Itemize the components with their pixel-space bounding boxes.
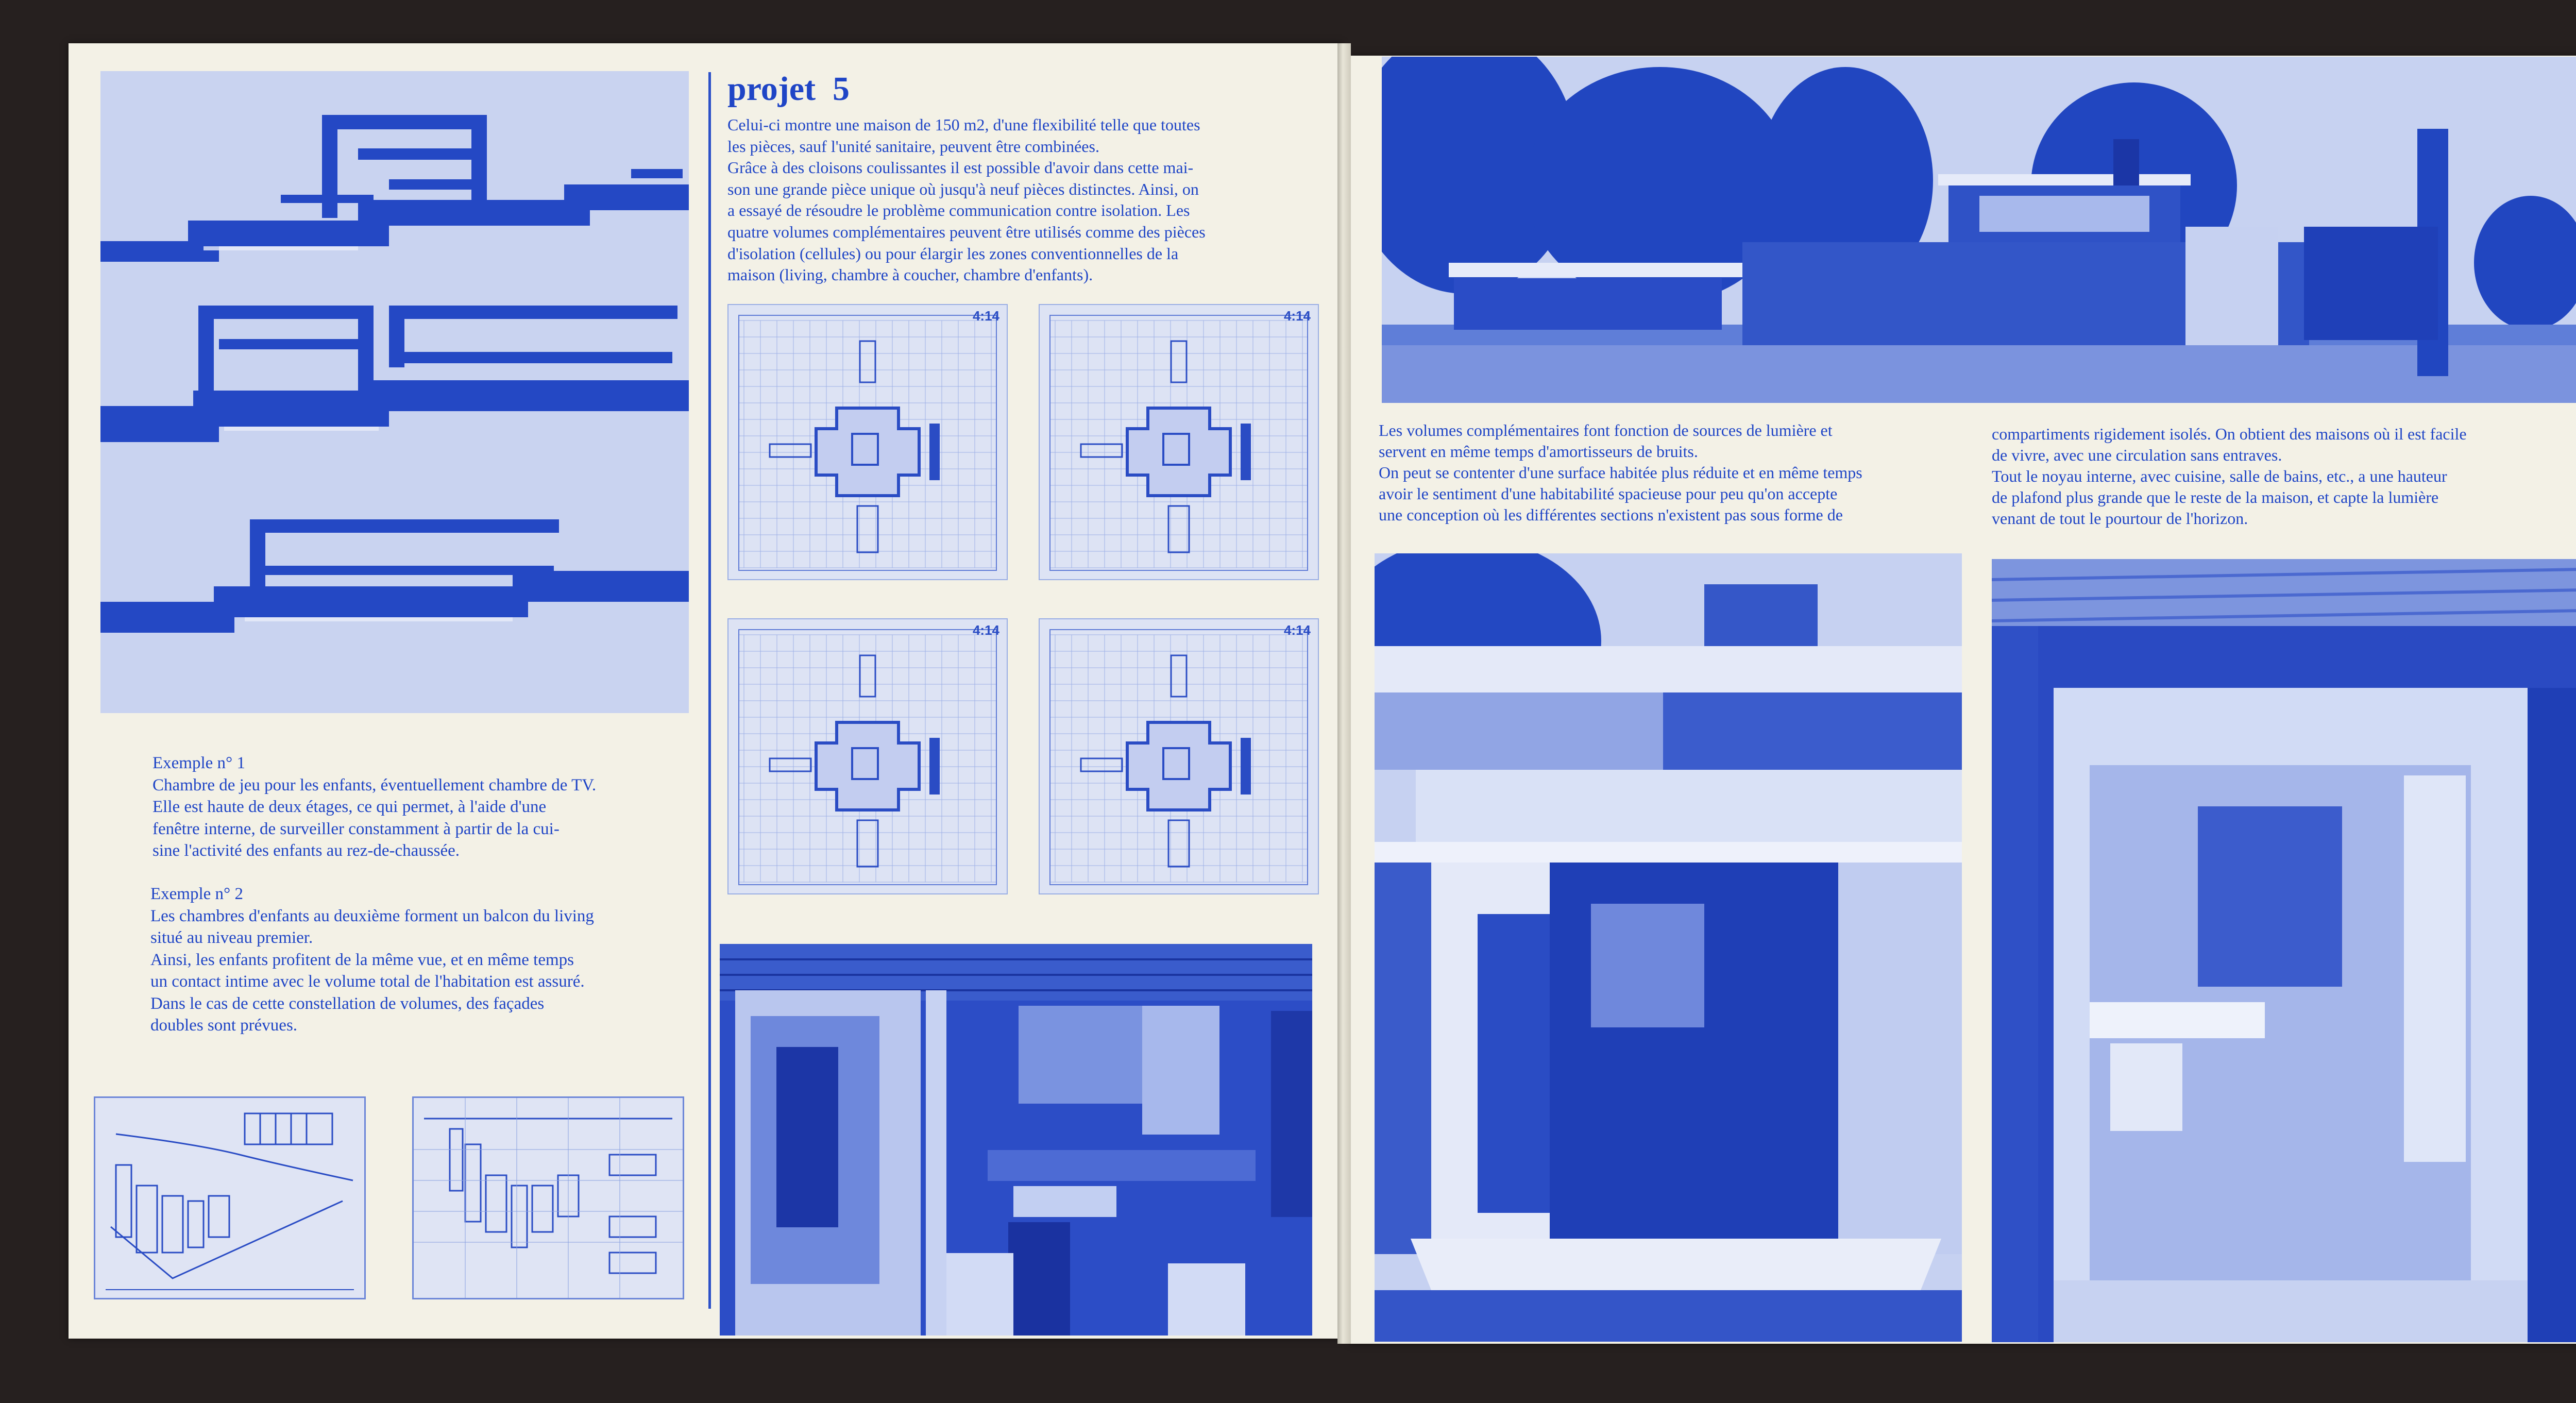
- right-col-2-line: venant de tout le pourtour de l'horizon.: [1992, 509, 2248, 528]
- intro-line: les pièces, sauf l'unité sanitaire, peuvent être combinées.: [727, 137, 1099, 156]
- intro-line: d'isolation (cellules) ou pour élargir les zones conventionnelles de la: [727, 244, 1179, 263]
- exemple-1-heading: Exemple n° 1: [152, 754, 245, 772]
- floor-plan-drawing: [728, 619, 1007, 893]
- courtyard-photo: [1375, 553, 1962, 1342]
- page-fold: [1337, 43, 1351, 1344]
- intro-line: son une grande pièce unique où jusqu'à neuf pièces distinctes. Ainsi, on: [727, 179, 1199, 198]
- project-intro: [727, 114, 1320, 286]
- exemple-1-line: fenêtre interne, de surveiller constamment à partir de la cui-: [152, 819, 560, 838]
- interior-kitchen-photo: [720, 944, 1312, 1336]
- interior-living-photo: [1992, 559, 2576, 1342]
- right-col-2-line: de plafond plus grande que le reste de la maison, et capte la lumière: [1992, 487, 2439, 506]
- right-col-1-line: avoir le sentiment d'une habitabilité spacieuse pour peu qu'on accepte: [1379, 484, 1838, 503]
- floor-plan-4: [1039, 618, 1319, 894]
- exemple-2-heading: Exemple n° 2: [150, 885, 243, 903]
- exemple-1-line: sine l'activité des enfants au rez-de-chaussée.: [152, 841, 460, 860]
- right-col-2-line: compartiments rigidement isolés. On obtient des maisons où il est facile: [1992, 425, 2467, 443]
- floor-plan-3: [727, 618, 1008, 894]
- exemple-2-line: un contact intime avec le volume total de l'habitation est assuré.: [150, 972, 585, 991]
- floor-plan-1: [727, 304, 1008, 580]
- floor-plan-drawing: [1040, 619, 1318, 893]
- right-col-1-line: une conception où les différentes sections n'existent pas sous forme de: [1379, 505, 1843, 524]
- exemple-2-line: Dans le cas de cette constellation de volumes, des façades: [150, 994, 545, 1013]
- floor-plan-drawing: [728, 305, 1007, 579]
- exemple-1-line: Chambre de jeu pour les enfants, éventuellement chambre de TV.: [152, 775, 597, 795]
- exemple-1-text: [152, 752, 688, 862]
- right-col-2-line: de vivre, avec une circulation sans entraves.: [1992, 445, 2282, 464]
- exemple-1-line: Elle est haute de deux étages, ce qui permet, à l'aide d'une: [152, 798, 547, 817]
- intro-line: maison (living, chambre à coucher, chambre d'enfants).: [727, 265, 1093, 284]
- exemple-2-line: Les chambres d'enfants au deuxième forment un balcon du living: [150, 906, 594, 925]
- right-col-1-line: Les volumes complémentaires font fonction de sources de lumière et: [1379, 421, 1833, 440]
- house-exterior-photo: [1382, 57, 2576, 403]
- section-model-photo: [100, 71, 689, 713]
- exemple-2-line: Ainsi, les enfants profitent de la même vue, et en même temps: [150, 950, 574, 969]
- plan-scale-label: 4:14: [972, 622, 999, 638]
- intro-line: a essayé de résoudre le problème communication contre isolation. Les: [727, 201, 1190, 220]
- intro-line: Celui-ci montre une maison de 150 m2, d'une flexibilité telle que toutes: [727, 115, 1200, 134]
- exemple-2-line: situé au niveau premier.: [150, 928, 313, 948]
- right-col-1-line: On peut se contenter d'une surface habitée plus réduite et en même temps: [1379, 463, 1862, 482]
- floor-plan-2: [1039, 304, 1319, 580]
- right-col-1-line: servent en même temps d'amortisseurs de bruits.: [1379, 442, 1698, 461]
- project-title: projet 5: [727, 70, 850, 108]
- intro-line: quatre volumes complémentaires peuvent être utilisés comme des pièces: [727, 222, 1206, 241]
- section-drawing-2: [412, 1096, 684, 1299]
- column-divider: [708, 72, 711, 1309]
- right-col-2-line: Tout le noyau interne, avec cuisine, salle de bains, etc., a une hauteur: [1992, 466, 2447, 485]
- section-drawing-1: [94, 1096, 366, 1299]
- exemple-2-line: doubles sont prévues.: [150, 1016, 298, 1035]
- plan-scale-label: 4:14: [1283, 308, 1311, 324]
- exemple-2-text: [150, 883, 688, 1037]
- floor-plan-drawing: [1040, 305, 1318, 579]
- right-col-1-text: [1379, 420, 1972, 526]
- intro-line: Grâce à des cloisons coulissantes il est possible d'avoir dans cette mai-: [727, 158, 1194, 177]
- plan-scale-label: 4:14: [972, 308, 999, 324]
- right-col-2-text: [1992, 424, 2576, 529]
- plan-scale-label: 4:14: [1283, 622, 1311, 638]
